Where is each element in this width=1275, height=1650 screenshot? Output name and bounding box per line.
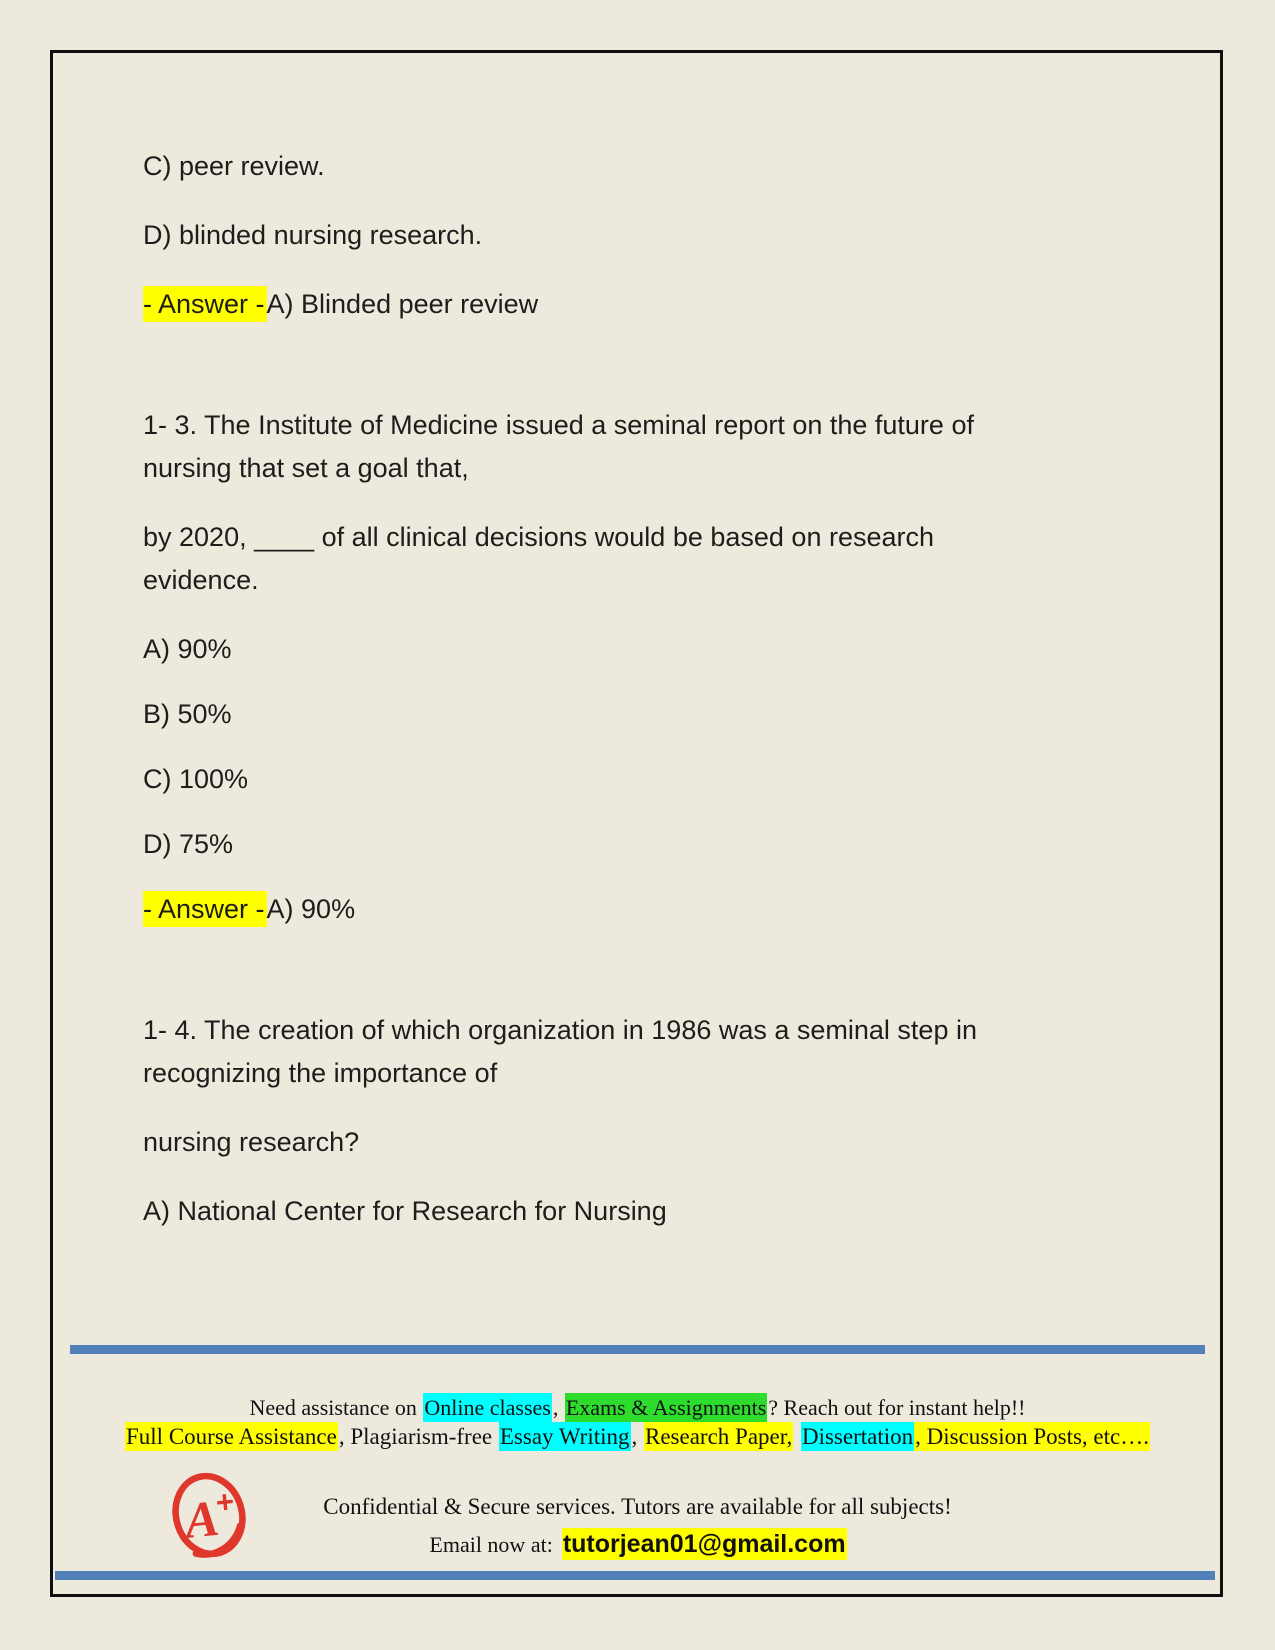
email-address: tutorjean01@gmail.com [562,1530,846,1558]
answer-line [143,283,1160,326]
option-c-line: C) 100% [143,764,249,794]
footer-text-segment: Dissertation [801,1424,914,1449]
answer-highlight: - Answer - [143,286,267,322]
footer-text-segment: Online classes [424,1395,551,1420]
footer-divider-top [70,1345,1205,1354]
question-line: 1- 4. The creation of which organization in 1986 was a seminal step in [143,1015,977,1045]
quiz-content [53,53,1220,1233]
option-b-line: B) 50% [143,699,232,729]
footer-text-segment: , [552,1395,564,1420]
email-label: Email now at: [429,1532,553,1557]
footer-text-segment: Full Course Assistance [126,1424,337,1449]
footer-text-segment: Essay Writing [499,1424,630,1449]
question-line: by 2020, ____ of all clinical decisions would be based on research [143,522,935,552]
option-d-line: D) 75% [143,829,234,859]
footer-text-segment: Need assistance on [249,1395,423,1420]
question-line: evidence. [143,565,259,595]
footer-text-segment: , Plagiarism-free [338,1424,498,1449]
footer-text-segment [793,1422,801,1451]
question-1-4-part1 [143,1009,1160,1095]
page-border-frame [50,50,1223,1597]
question-1-4-part2: nursing research? [143,1127,360,1157]
question-1-3-part2 [143,516,1160,602]
footer-ad-line-2 [50,1422,1225,1451]
footer-divider-bottom [55,1571,1215,1580]
footer-email-line [50,1524,1225,1565]
option-a-line: A) National Center for Research for Nursing [143,1196,667,1226]
answer-text: A) Blinded peer review [266,289,539,319]
footer-text-segment: , [631,1424,643,1449]
question-line: recognizing the importance of [143,1058,498,1088]
option-d-line: D) blinded nursing research. [143,220,483,250]
logo-letter-a: A [181,1489,222,1549]
logo-plus-sign: + [214,1483,236,1521]
footer-text-segment: ? Reach out for instant help!! [768,1395,1026,1420]
footer-confidential-text: Confidential & Secure services. Tutors are available for all subjects! [323,1494,952,1519]
option-a-line: A) 90% [143,634,232,664]
question-line: 1- 3. The Institute of Medicine issued a seminal report on the future of [143,410,974,440]
footer-text-segment: Exams & Assignments [565,1395,767,1420]
answer-highlight: - Answer - [143,891,267,927]
answer-text: A) 90% [266,894,356,924]
option-c-line: C) peer review. [143,151,325,181]
question-line: nursing that set a goal that, [143,453,469,483]
question-1-3-part1 [143,404,1160,490]
footer-ad-line-1 [50,1394,1225,1421]
footer-text-segment: Research Paper, [645,1424,793,1449]
footer-text-segment: , Discussion Posts, etc…. [915,1424,1149,1449]
answer-line [143,888,1160,931]
